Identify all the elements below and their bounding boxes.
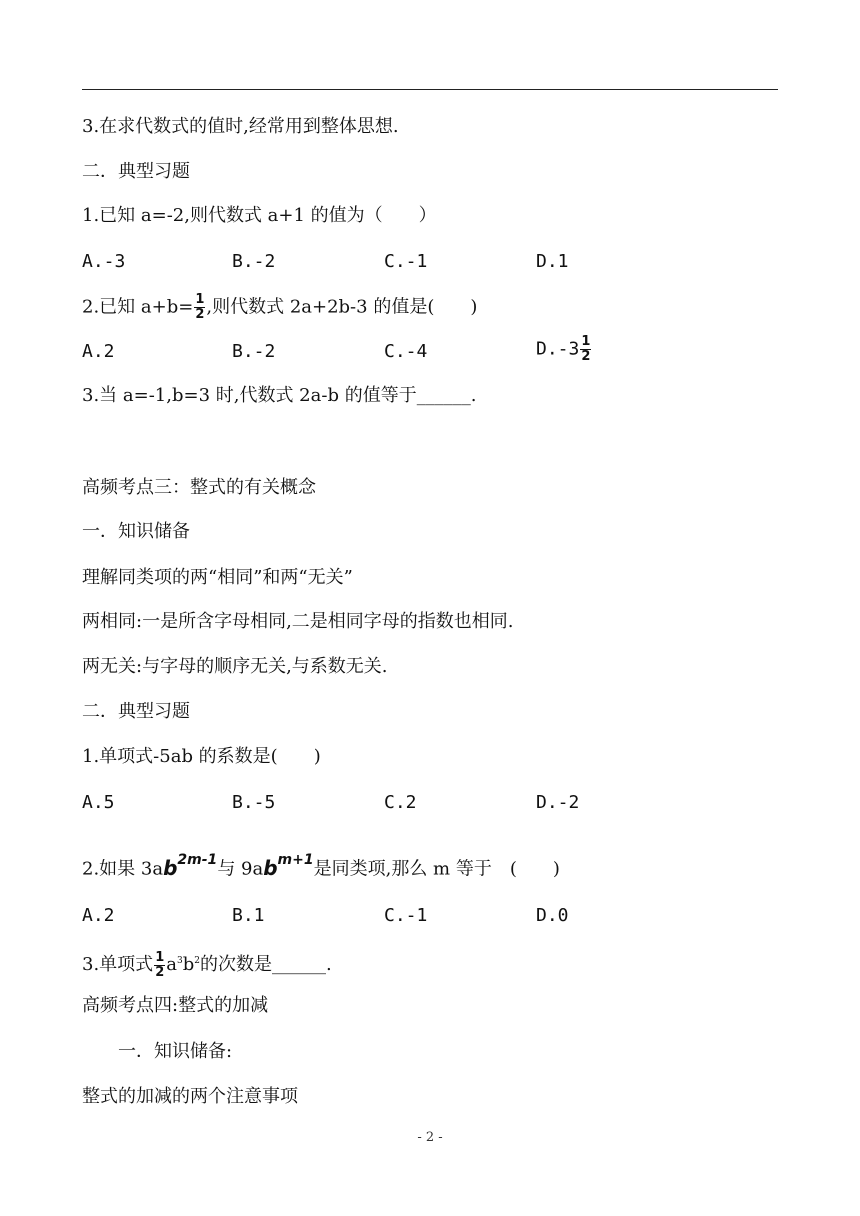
fraction-half: $\frac{1}{2}$	[581, 334, 591, 364]
fraction-half: $\frac{1}{2}$	[195, 292, 205, 322]
question-1: 1.单项式-5ab 的系数是( )	[82, 746, 321, 767]
option-d: D.-2	[536, 792, 580, 813]
page-number: - 2 -	[417, 1130, 443, 1145]
math-term: $b^{m+1}$	[263, 852, 314, 880]
question-2-prefix: 2.已知 a+b=	[82, 296, 194, 318]
section-heading: 一．知识储备	[82, 521, 190, 542]
question-2	[82, 294, 477, 321]
question-2-suffix: ,则代数式 2a+2b-3 的值是( )	[206, 296, 478, 318]
option-a: A.2	[82, 905, 115, 926]
section-heading: 一．知识储备:	[118, 1041, 233, 1062]
topic-heading-3: 高频考点三：整式的有关概念	[82, 477, 316, 498]
option-d: D.-3 $\frac{1}{2}$	[536, 334, 591, 364]
option-c: C.-1	[384, 905, 428, 926]
question-2: 2.如果 $3ab^{2m-1}$与 $9ab^{m+1}$是同类项,那么 m 等于 ( )	[82, 852, 560, 880]
option-a: A.5	[82, 792, 115, 813]
section-heading: 二．典型习题	[82, 701, 190, 722]
option-a: A.2	[82, 341, 115, 362]
option-b: B.-2	[232, 251, 276, 272]
option-c: C.-1	[384, 251, 428, 272]
section-heading: 二．典型习题	[82, 161, 190, 182]
option-c: C.-4	[384, 341, 428, 362]
topic-heading-4: 高频考点四:整式的加减	[82, 995, 269, 1016]
text-line: 两相同:一是所含字母相同,二是相同字母的指数也相同.	[82, 611, 514, 632]
header-rule	[82, 89, 778, 90]
text-line: 两无关:与字母的顺序无关,与系数无关.	[82, 656, 388, 677]
option-d: D.1	[536, 251, 569, 272]
option-b: B.1	[232, 905, 265, 926]
question-3: 3.单项式 $\frac{1}{2}$ $a^3b^2$的次数是______.	[82, 949, 332, 980]
option-b: B.-2	[232, 341, 276, 362]
text-line: 整式的加减的两个注意事项	[82, 1086, 298, 1107]
option-a: A.-3	[82, 251, 126, 272]
option-b: B.-5	[232, 792, 276, 813]
math-term: $b^{2m-1}$	[163, 852, 218, 880]
text-line: 理解同类项的两“相同”和两“无关”	[82, 567, 353, 588]
text-line: 3.在求代数式的值时,经常用到整体思想.	[82, 116, 399, 137]
option-d: D.0	[536, 905, 569, 926]
fraction-half: $\frac{1}{2}$	[155, 949, 165, 980]
question-1: 1.已知 a=-2,则代数式 a+1 的值为（ ）	[82, 205, 437, 226]
question-3: 3.当 a=-1,b=3 时,代数式 2a-b 的值等于______.	[82, 385, 477, 406]
option-c: C.2	[384, 792, 417, 813]
